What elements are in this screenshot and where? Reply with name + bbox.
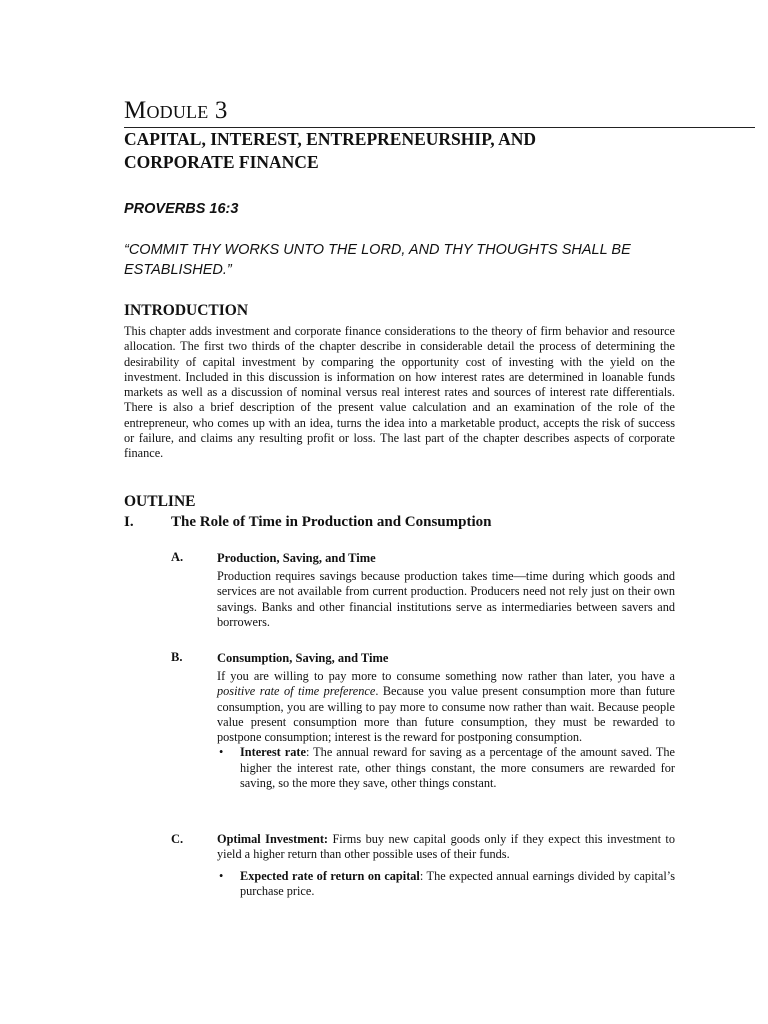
interest-rate-term: Interest rate <box>240 745 306 760</box>
expected-return-bullet <box>217 869 675 900</box>
subsection-c-title: Optimal Investment: <box>217 832 329 846</box>
section-title: The Role of Time in Production and Consumption <box>171 514 492 530</box>
introduction-heading: INTRODUCTION <box>124 302 249 319</box>
subsection-b-title: Consumption, Saving, and Time <box>217 651 389 665</box>
subsection-c <box>217 832 675 899</box>
introduction-paragraph: This chapter adds investment and corporate finance considerations to the theory of firm behavior and resource allocation. The first two thirds of the chapter describe in considerable detail the process of determining the desirability of capital investment by comparing the opportunity cost of investing with the yield on the investment. Included in this discussion is information on how interest rates are determined in loanable funds markets as well as a discussion of nominal versus real interest rates and sources of interest rate differentials. There is also a brief description of the present value calculation and an examination of the role of the entrepreneur, who comes up with an idea, turns the idea into a marketable product, accepts the risk of success or failure, and claims any resulting profit or loss. The last part of the chapter describes aspects of corporate finance. <box>124 324 675 461</box>
subsection-b <box>217 650 675 791</box>
subsection-a-letter: A. <box>171 550 184 564</box>
interest-rate-bullet <box>217 745 675 791</box>
time-preference-term: positive rate of time preference <box>217 684 376 699</box>
chapter-title <box>124 128 724 174</box>
chapter-title-line-2: CORPORATE FINANCE <box>124 152 319 172</box>
bullet-dot: • <box>219 868 224 883</box>
subsection-c-body: Firms buy new capital goods only if they expect this investment to yield a higher return than other possible uses of their funds. <box>217 832 675 862</box>
subsection-b-text <box>217 669 675 745</box>
subsection-b-text-start: If you are willing to pay more to consume something now rather than later, you have a <box>217 669 675 683</box>
subsection-a-text: Production requires savings because production takes time—time during which goods and services are not available from current production. Producers need not rely just on their own savings. Banks and other financial institutions serve as intermediaries between savers and borrowers. <box>217 569 675 629</box>
outline-heading: OUTLINE <box>124 493 196 510</box>
subsection-a <box>217 550 675 630</box>
module-title <box>124 96 228 127</box>
proverb-quote: “COMMIT THY WORKS UNTO THE LORD, AND THY THOUGHTS SHALL BE ESTABLISHED.” <box>124 242 631 278</box>
subsection-b-letter: B. <box>171 650 183 664</box>
module-label-rest: ODULE <box>146 102 209 122</box>
chapter-title-line-1: CAPITAL, INTEREST, ENTREPRENEURSHIP, AND <box>124 129 536 149</box>
module-label-initial: M <box>124 97 147 124</box>
subsection-c-text <box>217 832 675 863</box>
module-number: 3 <box>214 97 228 124</box>
expected-return-term: Expected rate of return on capital <box>240 868 420 883</box>
section-number: I. <box>124 514 134 530</box>
expected-return-definition: : The expected annual earnings divided by capital’s purchase price. <box>240 868 675 898</box>
proverb-reference: PROVERBS 16:3 <box>124 201 239 217</box>
subsection-a-title: Production, Saving, and Time <box>217 551 376 565</box>
interest-rate-definition: : The annual reward for saving as a percentage of the amount saved. The higher the interest rate, other things constant, the more consumers are rewarded for saving, so the more they save, other things constant. <box>240 745 675 791</box>
subsection-b-text-end: . Because you value present consumption more than future consumption, you are willing to pay more to consume now rather than wait. Because people value present consumption more than future consumption, they must be rewarded to postpone consumption; interest is the reward for postponing consumption. <box>217 684 675 745</box>
subsection-c-letter: C. <box>171 832 184 846</box>
bullet-dot: • <box>219 745 224 760</box>
